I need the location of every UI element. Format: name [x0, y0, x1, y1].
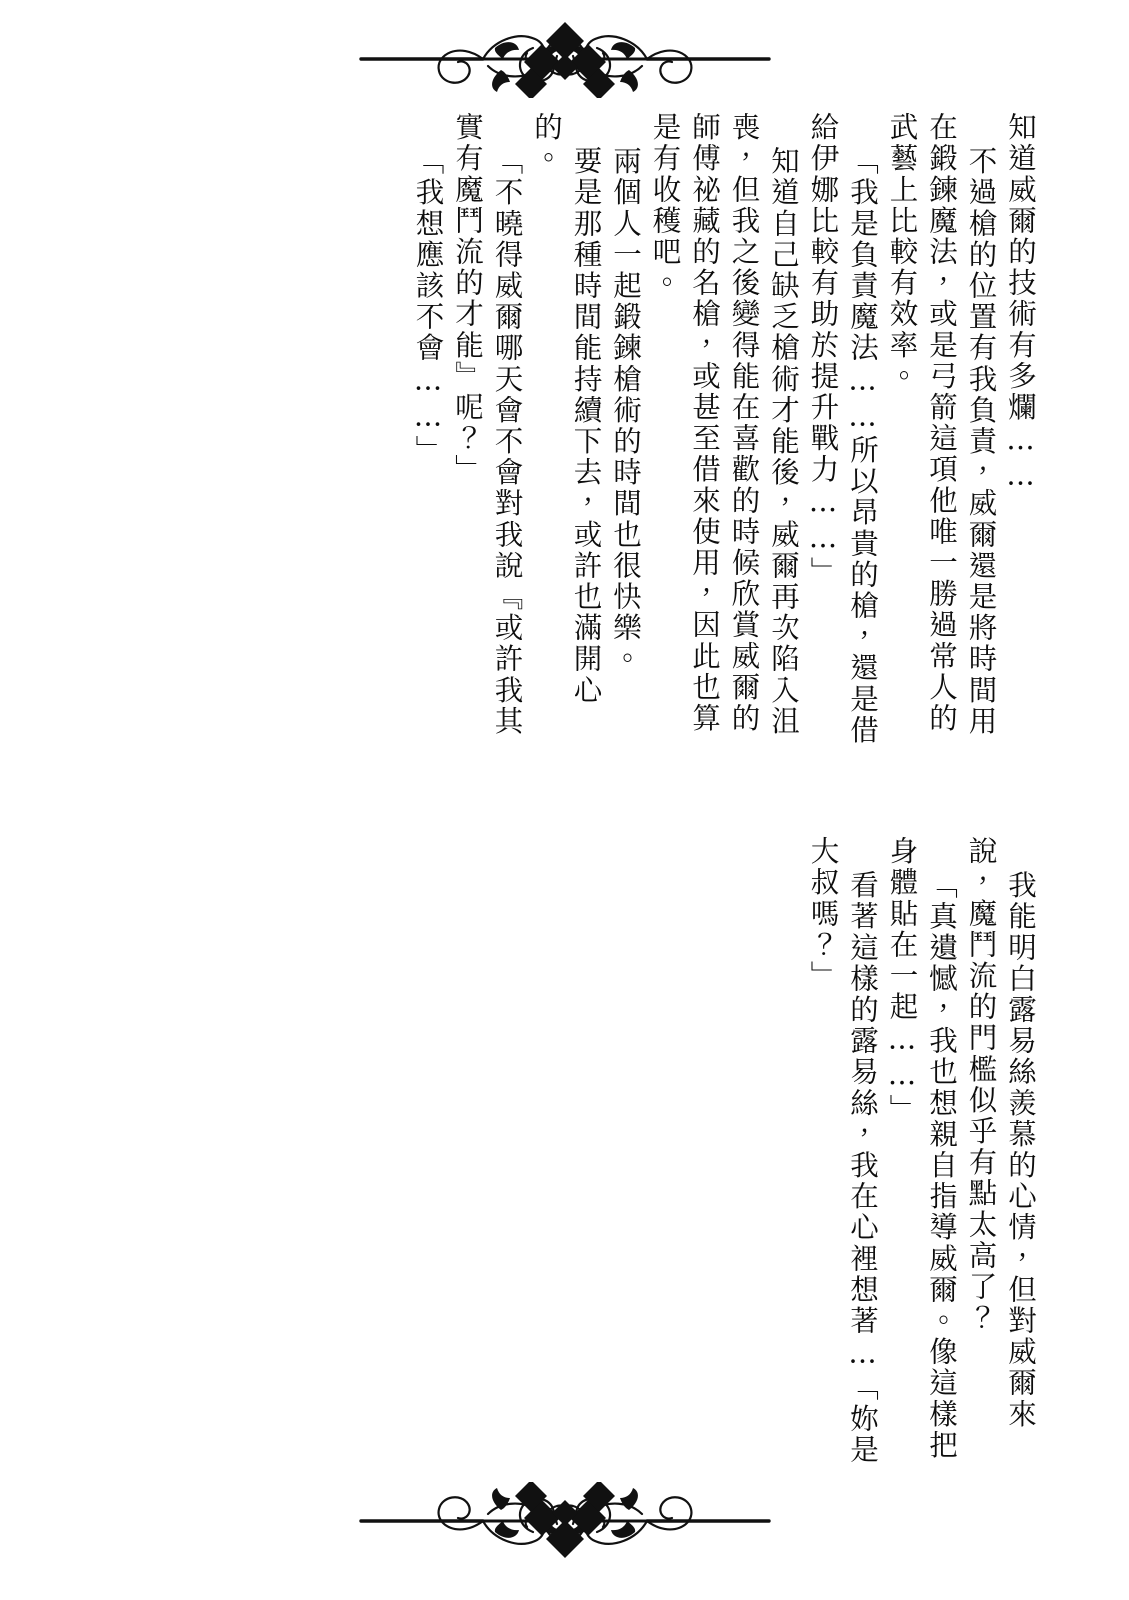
text-column: 「我是負責魔法……所以昂貴的槍，還是借 — [846, 146, 879, 746]
text-column: 身體貼在一起……」 — [885, 836, 919, 1125]
text-column: 看著這樣的露易絲，我在心裡想著…「妳是 — [846, 870, 879, 1466]
flourish-divider-bottom-icon — [355, 1482, 775, 1562]
text-column: 「真遺憾，我也想親自指導威爾。像這樣把 — [925, 870, 958, 1461]
body-block-upper — [402, 112, 1037, 802]
text-column: 「不曉得威爾哪天會不會對我說『或許我其 — [490, 146, 524, 737]
text-column: 武藝上比較有效率。 — [885, 112, 919, 392]
text-column: 是有收穫吧。 — [648, 112, 682, 299]
text-column: 知道威爾的技術有多爛…… — [1004, 112, 1037, 495]
text-column: 要是那種時間能持續下去，或許也滿開心 — [569, 146, 603, 706]
text-column: 「我想應該不會……」 — [411, 146, 445, 466]
text-column: 實有魔鬥流的才能』呢？」 — [451, 112, 484, 486]
text-column: 師傅祕藏的名槍，或甚至借來使用，因此也算 — [688, 112, 721, 734]
text-column: 不過槍的位置有我負責，威爾還是將時間用 — [964, 146, 998, 737]
text-column: 的。 — [530, 112, 563, 175]
body-block-lower — [797, 836, 1037, 1466]
text-column: 知道自己缺乏槍術才能後，威爾再次陷入沮 — [767, 146, 800, 737]
text-column: 大叔嗎？」 — [806, 836, 840, 992]
text-column: 兩個人一起鍛鍊槍術的時間也很快樂。 — [609, 146, 642, 675]
text-column: 我能明白露易絲羨慕的心情，但對威爾來 — [1004, 870, 1037, 1430]
text-column: 在鍛鍊魔法，或是弓箭這項他唯一勝過常人的 — [925, 112, 958, 734]
text-column: 給伊娜比較有助於提升戰力……」 — [806, 112, 840, 588]
text-column: 說，魔鬥流的門檻似乎有點太高了？ — [964, 836, 998, 1334]
flourish-divider-top-icon — [355, 18, 775, 98]
text-column: 喪，但我之後變得能在喜歡的時候欣賞威爾的 — [727, 112, 761, 734]
